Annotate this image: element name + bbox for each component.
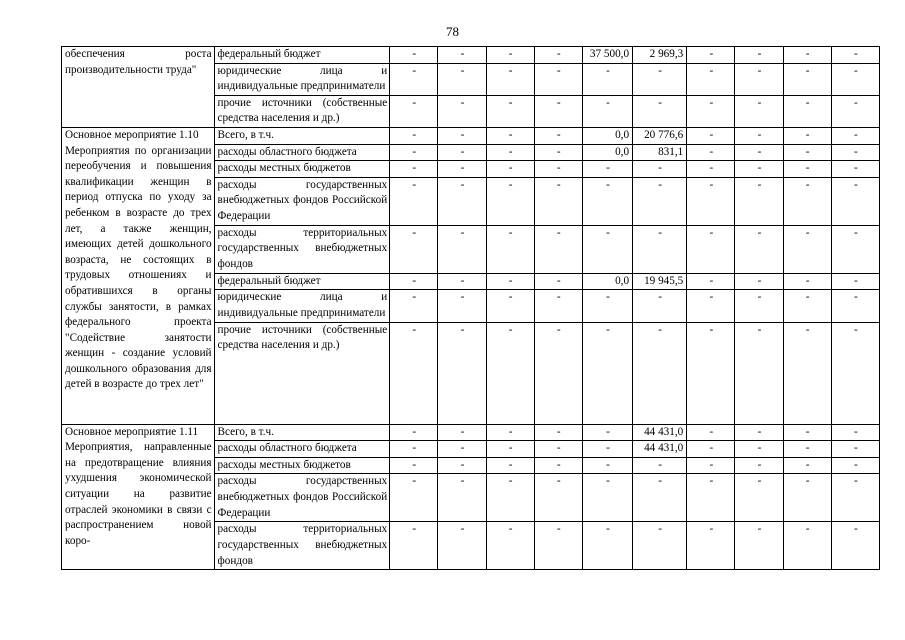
value-cell: - xyxy=(735,225,783,273)
value-cell: - xyxy=(687,474,735,522)
value-cell: - xyxy=(582,95,632,127)
value-cell: - xyxy=(438,522,486,570)
value-cell: - xyxy=(831,47,879,64)
value-cell: 20 776,6 xyxy=(633,127,687,144)
value-cell: - xyxy=(486,474,534,522)
value-cell: - xyxy=(783,273,831,290)
funding-source-label: расходы местных бюджетов xyxy=(214,161,390,178)
value-cell: - xyxy=(582,474,632,522)
value-cell: - xyxy=(735,177,783,225)
value-cell: - xyxy=(831,225,879,273)
value-cell: - xyxy=(390,322,438,424)
value-cell: - xyxy=(831,273,879,290)
value-cell: - xyxy=(633,474,687,522)
value-cell: - xyxy=(438,95,486,127)
value-cell: - xyxy=(438,322,486,424)
value-cell: - xyxy=(486,95,534,127)
value-cell: - xyxy=(687,322,735,424)
value-cell: - xyxy=(390,177,438,225)
value-cell: - xyxy=(390,225,438,273)
value-cell: - xyxy=(831,424,879,441)
value-cell: - xyxy=(582,177,632,225)
value-cell: - xyxy=(534,522,582,570)
value-cell: 0,0 xyxy=(582,273,632,290)
value-cell: - xyxy=(486,290,534,322)
value-cell: 19 945,5 xyxy=(633,273,687,290)
value-cell: - xyxy=(438,161,486,178)
value-cell: - xyxy=(783,127,831,144)
value-cell: - xyxy=(390,424,438,441)
value-cell: 831,1 xyxy=(633,144,687,161)
value-cell: - xyxy=(783,424,831,441)
value-cell: - xyxy=(582,441,632,458)
value-cell: - xyxy=(633,177,687,225)
value-cell: - xyxy=(486,322,534,424)
funding-source-label: расходы государственных внебюджетных фондов Российской Федерации xyxy=(214,177,390,225)
value-cell: - xyxy=(390,273,438,290)
page-number: 78 xyxy=(446,24,459,39)
value-cell: - xyxy=(633,522,687,570)
value-cell: - xyxy=(735,95,783,127)
value-cell: - xyxy=(438,474,486,522)
value-cell: - xyxy=(831,441,879,458)
value-cell: - xyxy=(486,424,534,441)
table-body xyxy=(62,47,880,570)
value-cell: - xyxy=(735,522,783,570)
value-cell: 0,0 xyxy=(582,144,632,161)
table-row xyxy=(62,47,880,64)
measure-title: Основное мероприятие 1.10 xyxy=(65,128,199,141)
funding-source-label: Всего, в т.ч. xyxy=(214,127,390,144)
value-cell: - xyxy=(633,161,687,178)
value-cell: - xyxy=(438,127,486,144)
value-cell: - xyxy=(831,474,879,522)
value-cell: - xyxy=(438,144,486,161)
value-cell: - xyxy=(534,457,582,474)
value-cell: - xyxy=(633,95,687,127)
measure-title: Основное мероприятие 1.11 xyxy=(65,425,199,438)
funding-source-label: юридические лица и индивидуальные предприниматели xyxy=(214,63,390,95)
value-cell: - xyxy=(831,161,879,178)
measure-cell xyxy=(62,424,215,570)
value-cell: - xyxy=(534,322,582,424)
value-cell: - xyxy=(831,144,879,161)
value-cell: - xyxy=(687,225,735,273)
value-cell: - xyxy=(783,457,831,474)
funding-source-label: расходы территориальных государственных внебюджетных фондов xyxy=(214,522,390,570)
value-cell: - xyxy=(582,522,632,570)
table-row xyxy=(62,127,880,144)
value-cell: - xyxy=(534,95,582,127)
value-cell: - xyxy=(687,457,735,474)
funding-source-label: расходы государственных внебюджетных фондов Российской Федерации xyxy=(214,474,390,522)
value-cell: - xyxy=(534,144,582,161)
value-cell: - xyxy=(783,522,831,570)
value-cell: - xyxy=(390,144,438,161)
budget-table xyxy=(61,46,880,570)
value-cell: - xyxy=(582,457,632,474)
value-cell: 37 500,0 xyxy=(582,47,632,64)
value-cell: - xyxy=(534,273,582,290)
value-cell: - xyxy=(534,161,582,178)
value-cell: - xyxy=(735,47,783,64)
value-cell: - xyxy=(735,457,783,474)
value-cell: - xyxy=(687,144,735,161)
value-cell: - xyxy=(390,522,438,570)
value-cell: - xyxy=(735,290,783,322)
value-cell: - xyxy=(687,95,735,127)
value-cell: - xyxy=(486,47,534,64)
value-cell: - xyxy=(783,95,831,127)
value-cell: - xyxy=(633,322,687,424)
value-cell: - xyxy=(534,424,582,441)
value-cell: - xyxy=(633,225,687,273)
value-cell: - xyxy=(687,441,735,458)
funding-source-label: расходы территориальных государственных внебюджетных фондов xyxy=(214,225,390,273)
value-cell: - xyxy=(534,47,582,64)
value-cell: - xyxy=(438,290,486,322)
value-cell: - xyxy=(735,424,783,441)
table-row xyxy=(62,424,880,441)
value-cell: - xyxy=(486,522,534,570)
value-cell: - xyxy=(582,424,632,441)
value-cell: 44 431,0 xyxy=(633,441,687,458)
value-cell: - xyxy=(633,457,687,474)
funding-source-label: федеральный бюджет xyxy=(214,273,390,290)
value-cell: - xyxy=(687,161,735,178)
value-cell: - xyxy=(486,144,534,161)
value-cell: - xyxy=(486,177,534,225)
value-cell: - xyxy=(390,290,438,322)
value-cell: - xyxy=(390,457,438,474)
value-cell: - xyxy=(438,424,486,441)
value-cell: - xyxy=(534,474,582,522)
value-cell: - xyxy=(783,474,831,522)
measure-cell xyxy=(62,127,215,424)
value-cell: - xyxy=(390,63,438,95)
funding-source-label: Всего, в т.ч. xyxy=(214,424,390,441)
value-cell: - xyxy=(438,273,486,290)
value-cell: - xyxy=(486,441,534,458)
funding-source-label: расходы областного бюджета xyxy=(214,441,390,458)
value-cell: - xyxy=(390,441,438,458)
value-cell: - xyxy=(687,424,735,441)
value-cell: - xyxy=(687,522,735,570)
value-cell: - xyxy=(438,457,486,474)
value-cell: - xyxy=(735,322,783,424)
value-cell: - xyxy=(831,177,879,225)
value-cell: - xyxy=(486,273,534,290)
value-cell: - xyxy=(582,161,632,178)
funding-source-label: расходы областного бюджета xyxy=(214,144,390,161)
value-cell: - xyxy=(633,290,687,322)
value-cell: 44 431,0 xyxy=(633,424,687,441)
value-cell: - xyxy=(831,95,879,127)
value-cell: - xyxy=(390,161,438,178)
value-cell: - xyxy=(582,322,632,424)
value-cell: - xyxy=(783,177,831,225)
value-cell: - xyxy=(735,161,783,178)
value-cell: - xyxy=(783,47,831,64)
value-cell: - xyxy=(735,127,783,144)
value-cell: - xyxy=(687,63,735,95)
measure-description: обеспечения роста производительности труда" xyxy=(65,48,212,76)
value-cell: - xyxy=(687,177,735,225)
value-cell: - xyxy=(534,177,582,225)
value-cell: - xyxy=(438,441,486,458)
value-cell: - xyxy=(390,47,438,64)
value-cell: - xyxy=(783,322,831,424)
value-cell: - xyxy=(783,63,831,95)
value-cell: - xyxy=(438,47,486,64)
value-cell: - xyxy=(438,63,486,95)
value-cell: - xyxy=(783,161,831,178)
funding-source-label: федеральный бюджет xyxy=(214,47,390,64)
value-cell: - xyxy=(486,127,534,144)
value-cell: - xyxy=(783,290,831,322)
value-cell: - xyxy=(390,127,438,144)
value-cell: - xyxy=(582,290,632,322)
value-cell: - xyxy=(831,63,879,95)
value-cell: - xyxy=(486,161,534,178)
value-cell: - xyxy=(735,273,783,290)
value-cell: - xyxy=(783,225,831,273)
funding-source-label: прочие источники (собственные средства населения и др.) xyxy=(214,322,390,424)
value-cell: - xyxy=(390,474,438,522)
value-cell: - xyxy=(831,457,879,474)
value-cell: - xyxy=(687,127,735,144)
value-cell: - xyxy=(687,47,735,64)
value-cell: - xyxy=(534,290,582,322)
measure-description: Мероприятия, направленные на предотвращение влияния ухудшения экономической ситуации на развитие отраслей экономики в связи с распространением новой коро- xyxy=(65,441,212,547)
value-cell: - xyxy=(831,290,879,322)
value-cell: - xyxy=(486,457,534,474)
value-cell: - xyxy=(534,441,582,458)
value-cell: - xyxy=(534,225,582,273)
value-cell: - xyxy=(735,144,783,161)
value-cell: - xyxy=(633,63,687,95)
value-cell: - xyxy=(831,322,879,424)
value-cell: - xyxy=(582,63,632,95)
value-cell: - xyxy=(390,95,438,127)
funding-source-label: юридические лица и индивидуальные предприниматели xyxy=(214,290,390,322)
value-cell: - xyxy=(735,441,783,458)
funding-source-label: прочие источники (собственные средства населения и др.) xyxy=(214,95,390,127)
value-cell: - xyxy=(783,441,831,458)
value-cell: - xyxy=(534,127,582,144)
value-cell: - xyxy=(486,63,534,95)
value-cell: - xyxy=(438,177,486,225)
value-cell: - xyxy=(486,225,534,273)
value-cell: - xyxy=(687,290,735,322)
value-cell: - xyxy=(582,225,632,273)
value-cell: - xyxy=(735,474,783,522)
value-cell: - xyxy=(831,127,879,144)
value-cell: - xyxy=(687,273,735,290)
value-cell: - xyxy=(783,144,831,161)
measure-description: Мероприятия по организации переобучения и повышения квалификации женщин в период отпуска по уходу за ребенком в возрасте до трех лет, а также женщин, имеющих детей дошкольного возраста, не состоящих в трудовых отношениях и обратившихся в органы службы занятости, в рамках федерального проекта "Содействие занятости женщин - создание условий дошкольного образования для детей в возрасте до трех лет" xyxy=(65,144,212,391)
funding-source-label: расходы местных бюджетов xyxy=(214,457,390,474)
value-cell: - xyxy=(534,63,582,95)
measure-cell xyxy=(62,47,215,128)
value-cell: 2 969,3 xyxy=(633,47,687,64)
value-cell: 0,0 xyxy=(582,127,632,144)
value-cell: - xyxy=(831,522,879,570)
value-cell: - xyxy=(438,225,486,273)
value-cell: - xyxy=(735,63,783,95)
